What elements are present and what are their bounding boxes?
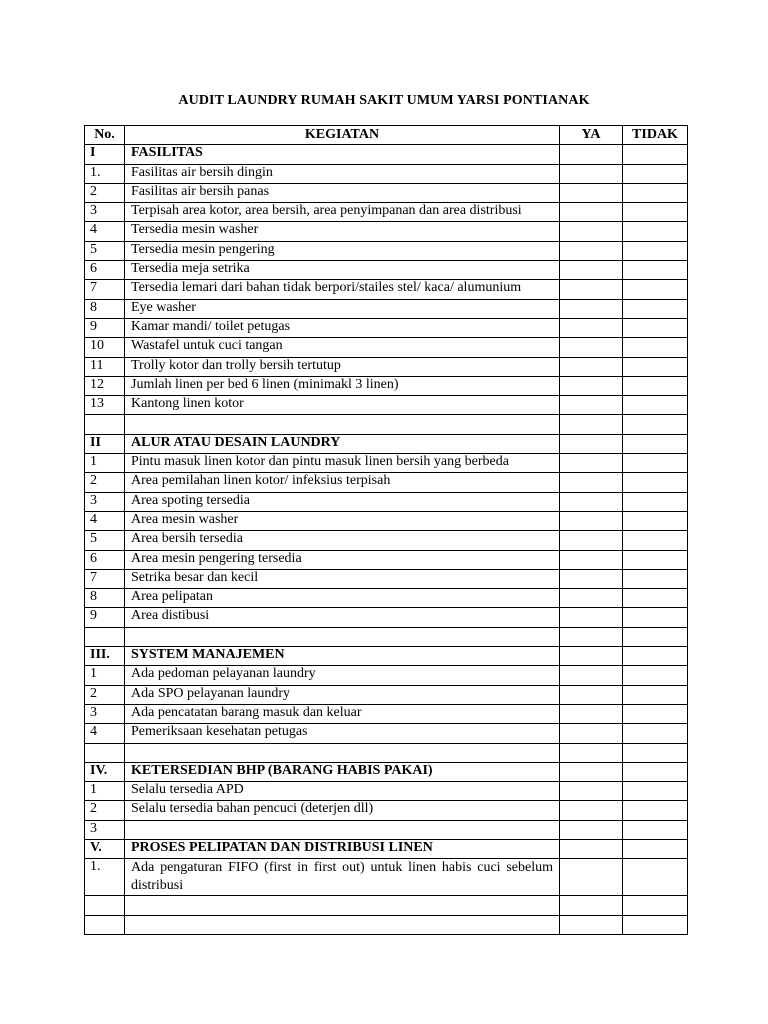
ya-checkbox-cell[interactable] [560, 531, 623, 550]
tidak-checkbox-cell[interactable] [623, 666, 688, 685]
kegiatan-cell: Kantong linen kotor [125, 396, 560, 415]
row-number [85, 627, 125, 646]
tidak-checkbox-cell[interactable] [623, 589, 688, 608]
kegiatan-cell: Ada pencatatan barang masuk dan keluar [125, 704, 560, 723]
ya-checkbox-cell[interactable] [560, 241, 623, 260]
ya-checkbox-cell[interactable] [560, 839, 623, 858]
ya-checkbox-cell[interactable] [560, 801, 623, 820]
kegiatan-cell: Selalu tersedia bahan pencuci (deterjen dll) [125, 801, 560, 820]
row-number: 1 [85, 782, 125, 801]
kegiatan-cell: Tersedia mesin pengering [125, 241, 560, 260]
tidak-checkbox-cell[interactable] [623, 473, 688, 492]
ya-checkbox-cell[interactable] [560, 145, 623, 164]
ya-checkbox-cell[interactable] [560, 550, 623, 569]
kegiatan-cell: Trolly kotor dan trolly bersih tertutup [125, 357, 560, 376]
tidak-checkbox-cell[interactable] [623, 434, 688, 453]
tidak-checkbox-cell[interactable] [623, 801, 688, 820]
row-number: 2 [85, 685, 125, 704]
table-row [85, 396, 688, 415]
kegiatan-cell: Pintu masuk linen kotor dan pintu masuk linen bersih yang berbeda [125, 454, 560, 473]
table-body [85, 145, 688, 935]
ya-checkbox-cell[interactable] [560, 859, 623, 896]
table-row [85, 782, 688, 801]
kegiatan-cell: Area mesin pengering tersedia [125, 550, 560, 569]
table-row [85, 569, 688, 588]
ya-checkbox-cell[interactable] [560, 589, 623, 608]
section-title: SYSTEM MANAJEMEN [125, 647, 560, 666]
tidak-checkbox-cell[interactable] [623, 762, 688, 781]
audit-table [84, 125, 688, 935]
ya-checkbox-cell[interactable] [560, 473, 623, 492]
kegiatan-cell: Setrika besar dan kecil [125, 569, 560, 588]
ya-checkbox-cell[interactable] [560, 685, 623, 704]
table-row [85, 627, 688, 646]
tidak-checkbox-cell[interactable] [623, 145, 688, 164]
tidak-checkbox-cell[interactable] [623, 550, 688, 569]
tidak-checkbox-cell[interactable] [623, 357, 688, 376]
ya-checkbox-cell[interactable] [560, 434, 623, 453]
tidak-checkbox-cell[interactable] [623, 915, 688, 934]
kegiatan-cell: Tersedia meja setrika [125, 261, 560, 280]
row-number: 13 [85, 396, 125, 415]
table-row [85, 299, 688, 318]
ya-checkbox-cell[interactable] [560, 222, 623, 241]
tidak-checkbox-cell[interactable] [623, 743, 688, 762]
kegiatan-cell: Pemeriksaan kesehatan petugas [125, 724, 560, 743]
ya-checkbox-cell[interactable] [560, 743, 623, 762]
tidak-checkbox-cell[interactable] [623, 415, 688, 434]
kegiatan-cell [125, 915, 560, 934]
row-number: 2 [85, 183, 125, 202]
ya-checkbox-cell[interactable] [560, 396, 623, 415]
table-row [85, 376, 688, 395]
row-number: 3 [85, 492, 125, 511]
ya-checkbox-cell[interactable] [560, 724, 623, 743]
ya-checkbox-cell[interactable] [560, 318, 623, 337]
row-number [85, 915, 125, 934]
table-row [85, 454, 688, 473]
kegiatan-cell: Ada pedoman pelayanan laundry [125, 666, 560, 685]
row-number: 3 [85, 704, 125, 723]
ya-checkbox-cell[interactable] [560, 647, 623, 666]
kegiatan-cell: Terpisah area kotor, area bersih, area penyimpanan dan area distribusi [125, 203, 560, 222]
tidak-checkbox-cell[interactable] [623, 261, 688, 280]
tidak-checkbox-cell[interactable] [623, 396, 688, 415]
table-row [85, 473, 688, 492]
row-number: 4 [85, 222, 125, 241]
tidak-checkbox-cell[interactable] [623, 704, 688, 723]
tidak-checkbox-cell[interactable] [623, 511, 688, 530]
kegiatan-cell: Ada SPO pelayanan laundry [125, 685, 560, 704]
ya-checkbox-cell[interactable] [560, 299, 623, 318]
row-number: 9 [85, 318, 125, 337]
tidak-checkbox-cell[interactable] [623, 241, 688, 260]
table-row [85, 801, 688, 820]
kegiatan-cell: Area bersih tersedia [125, 531, 560, 550]
ya-checkbox-cell[interactable] [560, 261, 623, 280]
kegiatan-cell: Kamar mandi/ toilet petugas [125, 318, 560, 337]
ya-checkbox-cell[interactable] [560, 569, 623, 588]
kegiatan-cell: Area spoting tersedia [125, 492, 560, 511]
kegiatan-cell [125, 743, 560, 762]
tidak-checkbox-cell[interactable] [623, 164, 688, 183]
header-ya: YA [560, 126, 623, 145]
tidak-checkbox-cell[interactable] [623, 454, 688, 473]
section-title: PROSES PELIPATAN DAN DISTRIBUSI LINEN [125, 839, 560, 858]
table-row [85, 415, 688, 434]
tidak-checkbox-cell[interactable] [623, 318, 688, 337]
tidak-checkbox-cell[interactable] [623, 531, 688, 550]
row-number: 1. [85, 164, 125, 183]
row-number [85, 743, 125, 762]
table-row [85, 222, 688, 241]
table-row [85, 896, 688, 915]
tidak-checkbox-cell[interactable] [623, 685, 688, 704]
kegiatan-cell: Area pemilahan linen kotor/ infeksius terpisah [125, 473, 560, 492]
table-row [85, 338, 688, 357]
ya-checkbox-cell[interactable] [560, 896, 623, 915]
tidak-checkbox-cell[interactable] [623, 299, 688, 318]
row-number: 3 [85, 820, 125, 839]
row-number: 4 [85, 511, 125, 530]
tidak-checkbox-cell[interactable] [623, 492, 688, 511]
row-number: 9 [85, 608, 125, 627]
section-row [85, 762, 688, 781]
tidak-checkbox-cell[interactable] [623, 820, 688, 839]
tidak-checkbox-cell[interactable] [623, 647, 688, 666]
table-row [85, 357, 688, 376]
row-number: 3 [85, 203, 125, 222]
tidak-checkbox-cell[interactable] [623, 608, 688, 627]
tidak-checkbox-cell[interactable] [623, 627, 688, 646]
ya-checkbox-cell[interactable] [560, 762, 623, 781]
tidak-checkbox-cell[interactable] [623, 280, 688, 299]
row-number: II [85, 434, 125, 453]
ya-checkbox-cell[interactable] [560, 627, 623, 646]
section-title: ALUR ATAU DESAIN LAUNDRY [125, 434, 560, 453]
kegiatan-cell: Wastafel untuk cuci tangan [125, 338, 560, 357]
kegiatan-cell: Eye washer [125, 299, 560, 318]
ya-checkbox-cell[interactable] [560, 357, 623, 376]
row-number: 5 [85, 531, 125, 550]
kegiatan-cell [125, 896, 560, 915]
ya-checkbox-cell[interactable] [560, 820, 623, 839]
tidak-checkbox-cell[interactable] [623, 222, 688, 241]
ya-checkbox-cell[interactable] [560, 203, 623, 222]
row-number: 7 [85, 569, 125, 588]
ya-checkbox-cell[interactable] [560, 280, 623, 299]
kegiatan-cell: Ada pengaturan FIFO (first in first out) untuk linen habis cuci sebelum distribusi [125, 859, 560, 896]
row-number: 11 [85, 357, 125, 376]
tidak-checkbox-cell[interactable] [623, 203, 688, 222]
table-row [85, 724, 688, 743]
table-row [85, 164, 688, 183]
section-title: KETERSEDIAN BHP (BARANG HABIS PAKAI) [125, 762, 560, 781]
table-row [85, 318, 688, 337]
row-number: 2 [85, 801, 125, 820]
header-tidak: TIDAK [623, 126, 688, 145]
row-number [85, 896, 125, 915]
ya-checkbox-cell[interactable] [560, 915, 623, 934]
kegiatan-cell [125, 820, 560, 839]
ya-checkbox-cell[interactable] [560, 454, 623, 473]
tidak-checkbox-cell[interactable] [623, 183, 688, 202]
row-number: 10 [85, 338, 125, 357]
row-number: 6 [85, 261, 125, 280]
ya-checkbox-cell[interactable] [560, 511, 623, 530]
table-row [85, 241, 688, 260]
table-row [85, 915, 688, 934]
row-number: 1. [85, 859, 125, 896]
table-row [85, 608, 688, 627]
table-row [85, 511, 688, 530]
table-row [85, 203, 688, 222]
table-row [85, 531, 688, 550]
kegiatan-cell: Jumlah linen per bed 6 linen (minimakl 3 linen) [125, 376, 560, 395]
kegiatan-cell: Tersedia lemari dari bahan tidak berpori/stailes stel/ kaca/ alumunium [125, 280, 560, 299]
section-title: FASILITAS [125, 145, 560, 164]
row-number: 6 [85, 550, 125, 569]
kegiatan-cell [125, 627, 560, 646]
table-row [85, 704, 688, 723]
row-number: 1 [85, 454, 125, 473]
ya-checkbox-cell[interactable] [560, 608, 623, 627]
kegiatan-cell: Fasilitas air bersih dingin [125, 164, 560, 183]
kegiatan-cell [125, 415, 560, 434]
section-row [85, 839, 688, 858]
table-row [85, 492, 688, 511]
table-row [85, 666, 688, 685]
kegiatan-cell: Selalu tersedia APD [125, 782, 560, 801]
ya-checkbox-cell[interactable] [560, 183, 623, 202]
kegiatan-cell: Area pelipatan [125, 589, 560, 608]
section-row [85, 647, 688, 666]
ya-checkbox-cell[interactable] [560, 666, 623, 685]
table-row [85, 183, 688, 202]
table-row [85, 685, 688, 704]
document-title: AUDIT LAUNDRY RUMAH SAKIT UMUM YARSI PONTIANAK [178, 93, 590, 108]
kegiatan-cell: Tersedia mesin washer [125, 222, 560, 241]
row-number: 12 [85, 376, 125, 395]
kegiatan-cell: Area distibusi [125, 608, 560, 627]
header-kegiatan: KEGIATAN [125, 126, 560, 145]
table-row [85, 261, 688, 280]
kegiatan-cell: Fasilitas air bersih panas [125, 183, 560, 202]
tidak-checkbox-cell[interactable] [623, 376, 688, 395]
table-row [85, 820, 688, 839]
row-number: I [85, 145, 125, 164]
table-row [85, 859, 688, 896]
row-number: 1 [85, 666, 125, 685]
header-no: No. [85, 126, 125, 145]
row-number: 8 [85, 299, 125, 318]
ya-checkbox-cell[interactable] [560, 338, 623, 357]
table-header-row [85, 126, 688, 145]
row-number [85, 415, 125, 434]
row-number: 7 [85, 280, 125, 299]
tidak-checkbox-cell[interactable] [623, 569, 688, 588]
tidak-checkbox-cell[interactable] [623, 839, 688, 858]
section-row [85, 434, 688, 453]
ya-checkbox-cell[interactable] [560, 164, 623, 183]
ya-checkbox-cell[interactable] [560, 415, 623, 434]
row-number: 4 [85, 724, 125, 743]
row-number: 2 [85, 473, 125, 492]
tidak-checkbox-cell[interactable] [623, 859, 688, 896]
row-number: IV. [85, 762, 125, 781]
row-number: V. [85, 839, 125, 858]
ya-checkbox-cell[interactable] [560, 492, 623, 511]
tidak-checkbox-cell[interactable] [623, 338, 688, 357]
tidak-checkbox-cell[interactable] [623, 724, 688, 743]
row-number: 5 [85, 241, 125, 260]
tidak-checkbox-cell[interactable] [623, 896, 688, 915]
row-number: III. [85, 647, 125, 666]
ya-checkbox-cell[interactable] [560, 782, 623, 801]
table-row [85, 550, 688, 569]
tidak-checkbox-cell[interactable] [623, 782, 688, 801]
section-row [85, 145, 688, 164]
row-number: 8 [85, 589, 125, 608]
table-row [85, 589, 688, 608]
ya-checkbox-cell[interactable] [560, 704, 623, 723]
table-row [85, 280, 688, 299]
ya-checkbox-cell[interactable] [560, 376, 623, 395]
table-row [85, 743, 688, 762]
kegiatan-cell: Area mesin washer [125, 511, 560, 530]
